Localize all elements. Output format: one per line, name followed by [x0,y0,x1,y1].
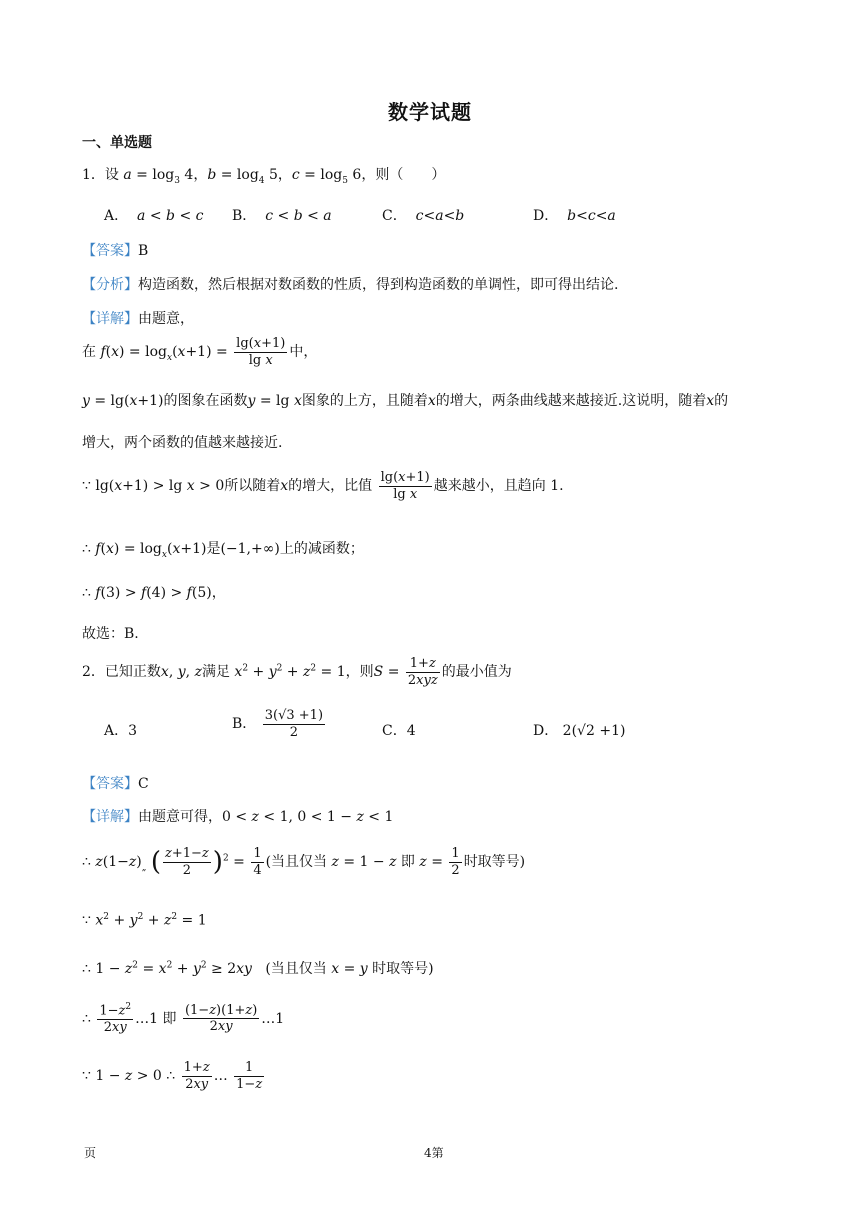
q1-conclusion: 故选：B. [82,626,139,642]
q1-line5: ∵ lg(x+1) > lg x > 0所以随着x的增大，比值 $\frac{\lg(x+1)}{\text{lg x}}$ 越来越小，且趋向 1. [82,470,564,502]
question-2: 2．已知正数x, y, z满足 $x^2 + y^2 + z^2 = 1$，则S = $\frac{1+z}{\text{2xyz}}$ 的最小值为 [82,656,512,688]
analysis-tag: 【分析】 [82,277,138,293]
q2-line6: ∵ 1 − z > 0 ∴ $\frac{1+z}{2xy}$ … $\frac{1}{1-z}$ [82,1060,263,1092]
q1-option-a: A． a < b < c [104,208,204,224]
q1-line7: ∴ f(3) > f(4) > f(5)， [82,585,226,601]
question-1: 1．设 $a = \log_3 4$，$b = \log_4 5$，$c = \log_5 6$，则（ ） [82,167,446,186]
section-heading: 一、单选题 [82,135,152,151]
q2-line5: ∴ $\frac{1-z^2}{2xy}$ …1 即 $\frac{(1-z)(1+z)}{2xy}$ …1 [82,1002,285,1035]
q1-line2: 在 $f(x) = \log_x(x+1)$ = $\frac{\lg(x+1)}{\text{lg x}}$ 中， [82,336,318,368]
page-title: 数学试题 [388,100,472,124]
q1-answer: 【答案】B [82,243,149,259]
q1-line6: ∴ $f(x) = \log_x(x+1)$是(−1,+∞)上的减函数； [82,541,364,560]
q2-detail: 【详解】由题意可得，0 < z < 1, 0 < 1 − z < 1 [82,809,394,825]
footer-left: 页 [84,1146,97,1160]
q1-line3: y = lg(x+1)的图象在函数y = lg x图象的上方，且随着x的增大，两条曲线越来越接近.这说明，随着x的 [82,393,729,409]
q2-line3: ∵ $x^2 + y^2 + z^2 = 1$ [82,912,207,929]
q1-tail: ，则（ ） [361,167,446,183]
q1-analysis: 【分析】构造函数，然后根据对数函数的性质，得到构造函数的单调性，即可得出结论. [82,277,619,293]
q1-option-c: C． c<a<b [382,208,465,224]
footer-page-number: 4第 [424,1146,444,1160]
q1-option-b: B． c < b < a [232,208,332,224]
q2-option-a: A．3 [104,723,138,739]
q2-answer: 【答案】C [82,776,149,792]
q2-option-b: B． $\frac{3(√3 +1)}{2}$ [232,708,324,740]
answer-tag: 【答案】 [82,243,138,259]
q1-detail: 【详解】由题意， [82,311,194,327]
q1-option-d: D． b<c<a [533,208,616,224]
q2-option-c: C．4 [382,723,416,739]
detail-tag: 【详解】 [82,311,138,327]
q2-line4: ∴ $1 - z^2 = x^2 + y^2 \ge 2xy$ (当且仅当 x = y 时取等号) [82,960,434,977]
q1-line4: 增大，两个函数的值越来越接近. [82,435,283,451]
q2-option-d: D． 2(√2 +1) [533,723,626,739]
q2-line2: ∴ $z(1-z)_„$ ( $\frac{z+1-z}{2}$ )$^2$ = $\frac{1}{4}$ (当且仅当 z = 1 − z 即 z = $\frac{1}{2}$ 时取等号) [82,846,526,878]
q1-number: 1．设 [82,167,119,183]
